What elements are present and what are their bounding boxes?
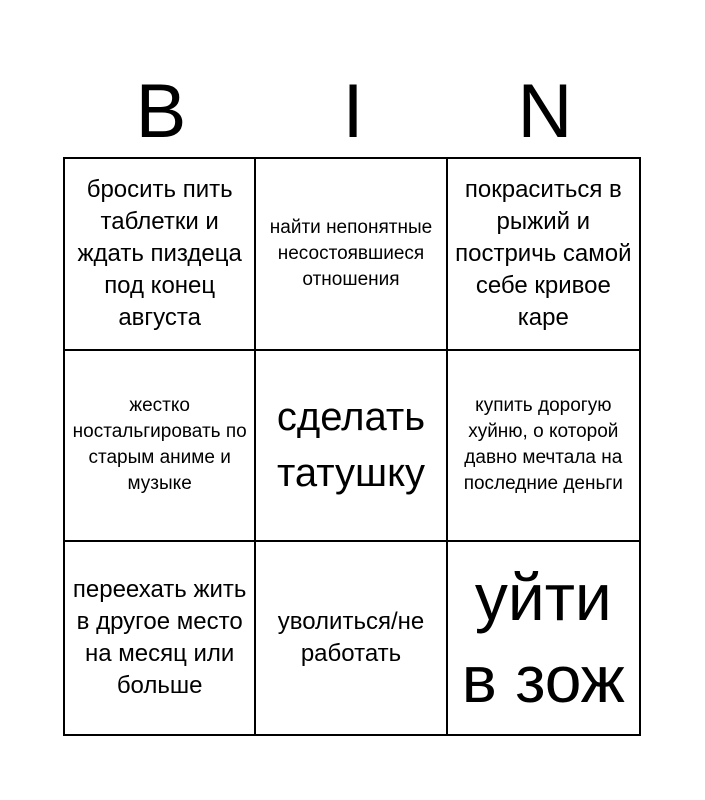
header-letter-i: I (342, 69, 364, 154)
bingo-cell[interactable] (65, 159, 256, 351)
bingo-cell-text: купить дорогую хуйню, о которой давно мечтала на последние деньги (463, 395, 623, 495)
bingo-cell-text: уволиться/не работать (277, 608, 425, 668)
bingo-cell-text: переехать жить в другое место на месяц или больше (72, 576, 247, 700)
header-letter-n: N (517, 69, 573, 154)
bingo-cell[interactable] (65, 542, 256, 734)
bingo-cell-text: уйти в зож (461, 560, 625, 717)
bingo-cell[interactable] (256, 159, 447, 351)
bingo-grid (63, 157, 641, 736)
bingo-cell[interactable] (448, 542, 639, 734)
bingo-cell-text: покраситься в рыжий и постричь самой себе кривое каре (455, 175, 632, 331)
bingo-cell-text: найти непонятные несостоявшиеся отношения (269, 216, 433, 290)
header-letter-b: B (135, 69, 187, 154)
bingo-cell[interactable] (448, 159, 639, 351)
bingo-cell[interactable] (65, 351, 256, 543)
bingo-cell[interactable] (448, 351, 639, 543)
bingo-cell[interactable] (256, 351, 447, 543)
bingo-cell[interactable] (256, 542, 447, 734)
bingo-cell-text: сделать татушку (276, 395, 426, 496)
bingo-cell-text: жестко ностальгировать по старым аниме и музыке (72, 395, 247, 495)
bingo-cell-text: бросить пить таблетки и ждать пиздеца под конец августа (77, 175, 242, 331)
